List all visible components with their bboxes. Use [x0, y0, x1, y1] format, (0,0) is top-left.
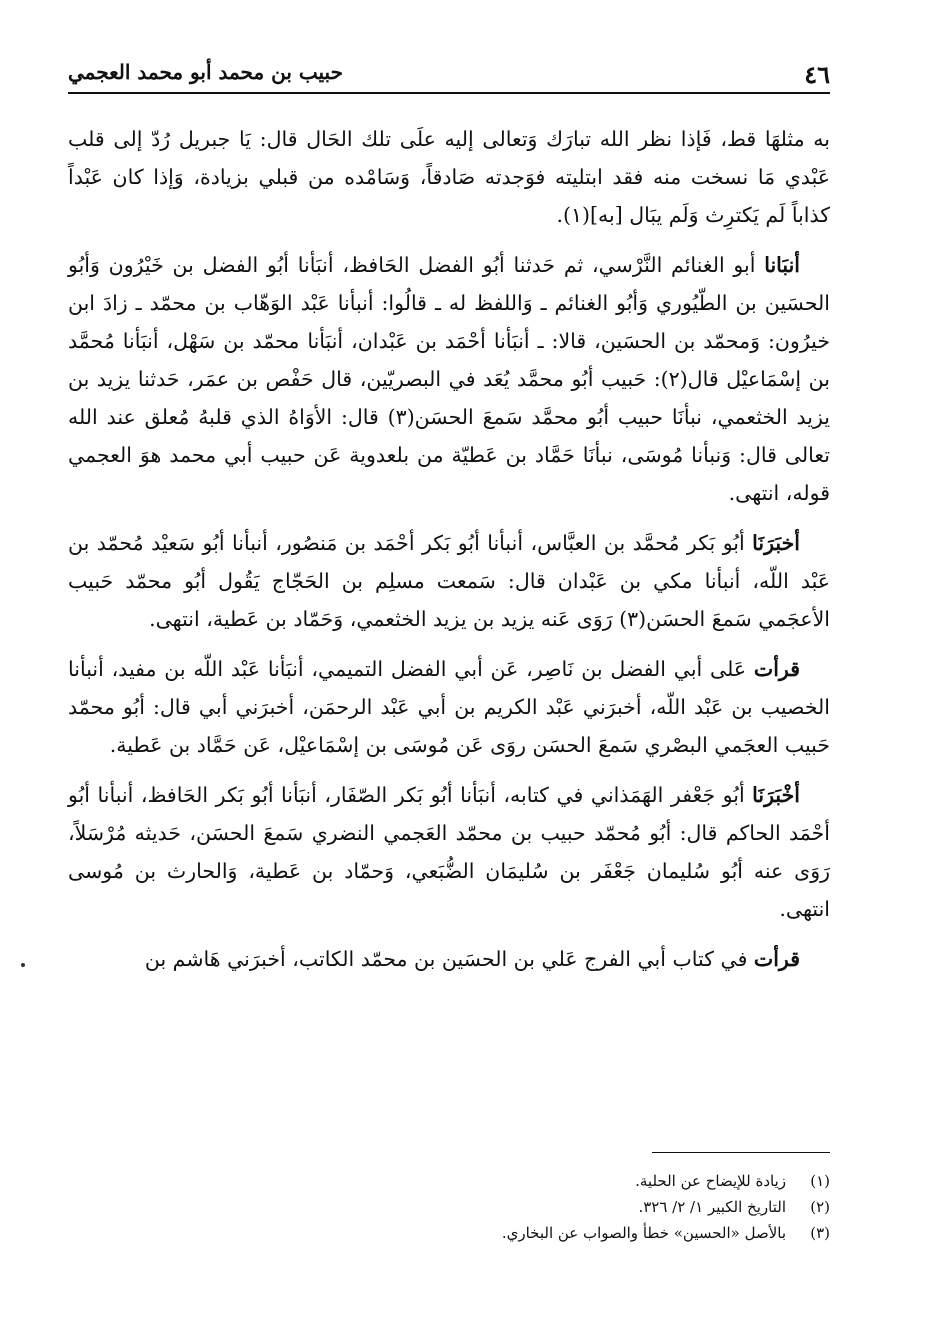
footnote-text: زيادة للإيضاح عن الحلية. [635, 1172, 786, 1190]
footnote-text: بالأصل «الحسين» خطأ والصواب عن البخاري. [501, 1224, 786, 1242]
paragraph-lead-word: أنبَانا [764, 253, 800, 277]
paragraph-text: في كتاب أبي الفرج عَلي بن الحسَين بن محمّد الكاتب، أخبرَني هَاشم بن [144, 947, 754, 971]
footnote-number: (١) [810, 1172, 830, 1190]
footnote [68, 1168, 830, 1194]
paragraph-lead-word: أخبَرَنَا [752, 531, 800, 555]
paragraph [68, 120, 830, 234]
paragraph [68, 650, 830, 764]
paragraph-text: أبُو جَعْفر الهَمَذاني في كتابه، أنبَأنا أبُو بَكر الصّفَار، أنبَأنا أبُو بَكر الحَافظ، أنبأنا أبُو أحْمَد الحاكم قال: أبُو مُحمّد حبيب بن محمّد العَجمي النضري سَمعَ الحسَن، حَديثه مُرْسَلاً، رَوَى عنه أبُو سُليمان جَعْفَر بن سُليمَان الضُّبَعي، وَحمّاد بن عَطية، وَالحارث بن مُوسى انتهى. [68, 783, 830, 921]
paragraph-text: به مثلهَا قط، فَإذا نظر الله تبارَك وَتعالى إليه علَى تلك الحَال قال: يَا جبريل رُدّ إلى قلب عَبْدي مَا نسخت منه فقد ابتليته فوَجدته صَادقاً، وَسَامْده من قبلي بزيادة، وَإذا كان عَبْداً كذاباً لَم يَكترِث وَلَم يبَال [به](١). [68, 127, 830, 227]
paragraph [68, 246, 830, 512]
paragraph [68, 776, 830, 928]
paragraph-text: أبو الغنائم النَّرْسي، ثم حَدثنا أبُو الفضل الحَافظ، أنبَأنا أبُو الفضل بن خَيْرُون وَأبُو الحسَين بن الطّيُوري وَأبُو الغنائم ـ وَاللفظ له ـ قالُوا: أنبأنا عَبْد الوَهّاب بن محمّد ـ زادَ ابن خيرُون: وَمحمّد بن الحسَين، قالا: ـ أنبَأنا أحْمَد بن عَبْدان، أنبَأنا محمّد بن سَهْل، أنبَأنا مُحمَّد بن إسْمَاعيْل قال(٢): حَبيب أبُو محمَّد يُعَد في البصريّين، قال حَفْص بن عمَر، حَدثنا يزيد بن يزيد الخثعمي، نبأنَا حبيب أبُو محمَّد سَمعَ الحسَن(٣) قال: الأوَاهُ الذي قلبهُ مُعلق عند الله تعالى قال: وَنبأنا مُوسَى، نبأنَا حَمَّاد بن عَطيّة من بلعدوية عَن حبيب أبي محمد هوَ العجمي قوله، انتهى. [68, 253, 830, 505]
paragraph-text: أبُو بَكر مُحمَّد بن العبَّاس، أنبأنا أبُو بَكر أحْمَد بن مَنصُور، أنبأنا أبُو سَعيْد مُحمّد بن عَبْد اللّه، أنبأنا مكي بن عَبْدان قال: سَمعت مسلِم بن الحَجّاج يَقُول أبُو محمّد حَبيب الأعجَمي سَمعَ الحسَن(٣) رَوَى عَنه يزيد بن يزيد الخثعمي، وَحَمّاد بن عَطية، انتهى. [68, 531, 830, 631]
paragraph [68, 940, 830, 978]
scan-speck [21, 963, 25, 967]
running-title: حبيب بن محمد أبو محمد العجمي [68, 60, 343, 84]
body-text [68, 120, 830, 990]
paragraph [68, 524, 830, 638]
footnote-text: التاريخ الكبير ١/ ٢/ ٣٢٦. [638, 1198, 786, 1216]
footnote-separator [652, 1152, 830, 1153]
paragraph-lead-word: قرأت [753, 657, 800, 681]
page-number: ٤٦ [804, 60, 830, 89]
footnote-number: (٢) [810, 1198, 830, 1216]
footnote [68, 1220, 830, 1246]
paragraph-lead-word: قرأت [753, 947, 800, 971]
paragraph-text: عَلى أبي الفضل بن نَاصِر، عَن أبي الفضل التميمي، أنبَأنا عَبْد اللّه بن مفيد، أنبأنا الخصيب بن عَبْد اللّه، أخبرَني عَبْد الكريم بن أبي عَبْد الرحمَن، أخبرَني أبي قال: أبُو محمّد حَبيب العجَمي البصْري سَمعَ الحسَن روَى عَن مُوسَى بن إسْمَاعيْل، عَن حَمَّاد بن عَطية. [68, 657, 830, 757]
page-header [68, 46, 830, 94]
paragraph-lead-word: أخْبَرَنَا [752, 783, 800, 807]
footnote [68, 1194, 830, 1220]
footnotes [68, 1168, 830, 1246]
footnote-number: (٣) [810, 1224, 830, 1242]
